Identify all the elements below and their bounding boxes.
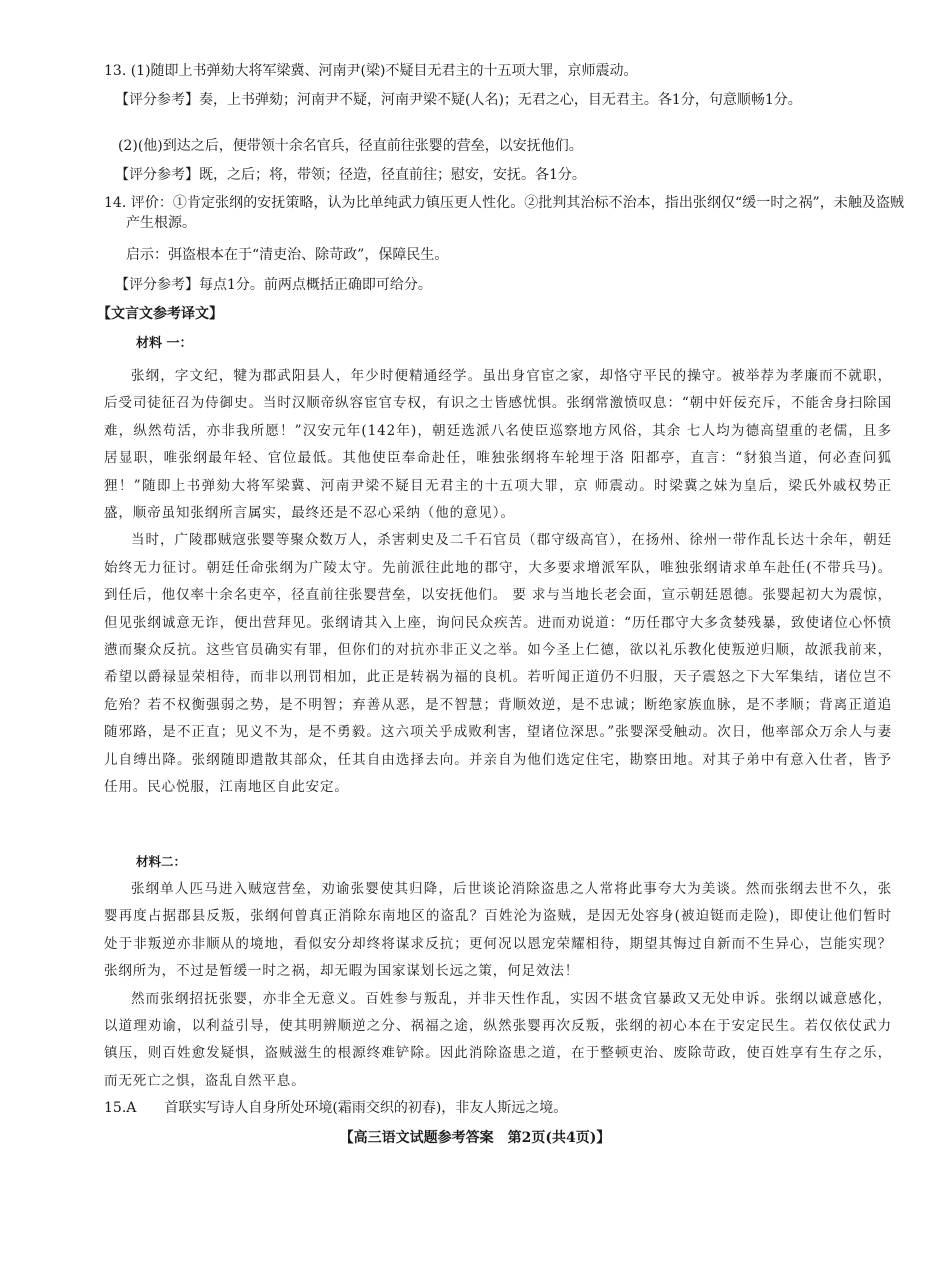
material-two-text [104,876,892,1095]
material-two-label: 材料二： [136,854,187,869]
q14-scoring: 【评分参考】每点1分。前两点概括正确即可给分。 [115,277,432,293]
material-one-label: 材料 一： [136,336,193,351]
q13-part2-answer: (2)(他)到达之后，便带领十余名官兵，径直前往张婴的营垒，以安抚他们。 [118,138,583,154]
q13-part1-scoring: 【评分参考】奏，上书弹劾；河南尹不疑，河南尹梁不疑(人名)；无君之心，目无君主。各1分，句意顺畅1分。 [115,92,802,108]
q13-part1-answer: 13. (1)随即上书弹劾大将军梁冀、河南尹(梁)不疑目无君主的十五项大罪，京师震动。 [104,63,638,79]
q15-answer: 15.A 首联实写诗人自身所处环境(霜雨交织的初春)，非友人斯远之境。 [104,1100,568,1116]
material-two-paragraph-1: 张纲单人匹马进入贼寇营垒，劝谕张婴使其归降，后世谈论消除盗患之人常将此事夸大为美谈。然而张纲去世不久，张婴再度占据郡县反叛，张纲何曾真正消除东南地区的盗乱？百姓沦为盗贼，是因无处容身(被迫铤而走险)，即使让他们暂时处于非叛逆亦非顺从的境地，看似安分却终将谋求反抗；更何况以恩宠荣耀相待，期望其悔过自新而不生异心，岂能实现？张纲所为，不过是暂缓一时之祸，却无暇为国家谋划长远之策，何足效法！ [104,881,892,980]
material-one-text [104,363,892,802]
page-footer: 【高三语文试题参考答案 第2页(共4页)】 [339,1130,611,1146]
q14-insight: 启示：弭盗根本在于“清吏治、除苛政”，保障民生。 [126,247,449,263]
q13-part2-scoring: 【评分参考】既，之后；将，带领；径造，径直前往；慰安，安抚。各1分。 [115,167,586,183]
q14-evaluation: 14. 评价：①肯定张纲的安抚策略，认为比单纯武力镇压更人性化。②批判其治标不治本，指出张纲仅“缓一时之祸”，未触及盗贼产生根源。 [104,195,904,231]
material-one-paragraph-1: 张纲，字文纪，犍为郡武阳县人，年少时便精通经学。虽出身官宦之家，却恪守平民的操守。被举荐为孝廉而不就职，后受司徒征召为侍御史。当时汉顺帝纵容宦官专权，有识之士皆感忧惧。张纲常激愤叹息：“朝中奸佞充斥，不能舍身扫除国难，纵然苟活，亦非我所愿！”汉安元年(142年)，朝廷选派八名使臣巡察地方风俗，其余 七人均为德高望重的老儒，且多居显职，唯张纲最年轻、官位最低。其他使臣奉命赴任，唯独张纲将车轮埋于洛 阳都亭，直言：“豺狼当道，何必查问狐狸！”随即上书弹劾大将军梁冀、河南尹梁不疑目无君主的十五项大罪，京 师震动。时梁冀之妹为皇后，梁氏外戚权势正盛，顺帝虽知张纲所言属实，最终还是不忍心采纳（他的意见）。 [104,368,892,522]
translation-heading: 【文言文参考译文】 [97,306,223,322]
material-one-paragraph-2: 当时，广陵郡贼寇张婴等聚众数万人，杀害刺史及二千石官员（郡守级高官），在扬州、徐州一带作乱长达十余年，朝廷始终无力征讨。朝廷任命张纲为广陵太守。先前派往此地的郡守，大多要求增派军队，唯独张纲请求单车赴任(不带兵马)。 到任后，他仅率十余名吏卒，径直前往张婴营垒，以安抚他们。 要 求与当地长老会面，宣示朝廷恩德。张婴起初大为震惊，但见张纲诚意无诈，便出营拜见。张纲请其入上座，询问民众疾苦。进而劝说道：“历任郡守大多贪婪残暴，致使诸位心怀愤懑而聚众反抗。这些官员确实有罪，但你们的对抗亦非正义之举。如今圣上仁德，欲以礼乐教化使叛逆归顺，故派我前来，希望以爵禄显荣相待，而非以刑罚相加，此正是转祸为福的良机。若听闻正道仍不归服，天子震怒之下大军集结，诸位岂不危殆？若不权衡强弱之势，是不明智；弃善从恶，是不智慧；背顺效逆，是不忠诚；断绝家族血脉，是不孝顺；背离正道追随邪路，是不正直；见义不为，是不勇毅。这六项关乎成败利害，望诸位深思。”张婴深受触动。次日，他率部众万余人与妻儿自缚出降。张纲随即遣散其部众，任其自由选择去向。并亲自为他们选定住宅，勘察田地。对其子弟中有意入仕者，皆予任用。民心悦服，江南地区自此安定。 [104,532,892,796]
material-two-paragraph-2: 然而张纲招抚张婴，亦非全无意义。百姓参与叛乱，并非天性作乱，实因不堪贪官暴政又无处申诉。张纲以诚意感化，以道理劝谕，以利益引导，使其明辨顺逆之分、祸福之途，纵然张婴再次反叛，张纲的初心本在于安定民生。若仅依仗武力镇压，则百姓愈发疑惧，盗贼滋生的根源终难铲除。因此消除盗患之道，在于整顿吏治、废除苛政，使百姓享有生存之乐，而无死亡之惧，盗乱自然平息。 [104,990,892,1089]
